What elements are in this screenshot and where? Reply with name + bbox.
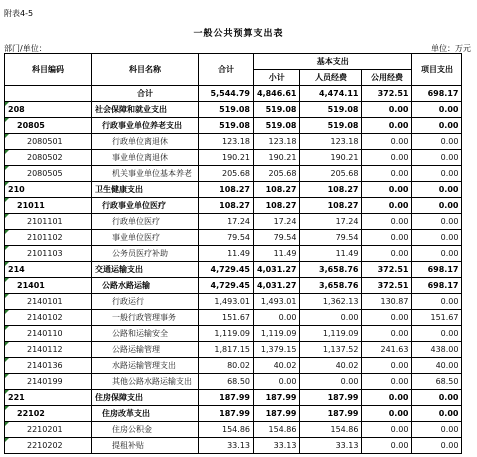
table-row [5,438,462,454]
cell-personnel: 3,658.76 [300,278,362,294]
cell-subtotal: 1,379.15 [254,342,300,358]
cell-total: 4,729.45 [199,278,254,294]
cell-subtotal: 190.21 [254,150,300,166]
cell-public: 0.00 [362,310,412,326]
cell-name: 行政运行 [92,294,199,310]
cell-personnel: 79.54 [300,230,362,246]
cell-code: 2101103 [5,246,92,262]
cell-project: 0.00 [412,134,462,150]
table-row [5,198,462,214]
cell-code: 20805 [5,118,92,134]
cell-subtotal: 1,119.09 [254,326,300,342]
cell-code: 2080502 [5,150,92,166]
cell-project: 0.00 [412,102,462,118]
cell-project: 698.17 [412,262,462,278]
cell-subtotal: 4,846.61 [254,86,300,102]
cell-project: 0.00 [412,198,462,214]
cell-personnel: 123.18 [300,134,362,150]
cell-project: 0.00 [412,118,462,134]
cell-subtotal: 108.27 [254,198,300,214]
cell-personnel: 190.21 [300,150,362,166]
cell-public: 241.63 [362,342,412,358]
cell-public: 372.51 [362,262,412,278]
col-header-subtotal: 小计 [254,70,300,86]
cell-project: 0.00 [412,214,462,230]
cell-total: 80.02 [199,358,254,374]
table-row [5,86,462,102]
cell-name: 事业单位离退休 [92,150,199,166]
cell-name: 社会保障和就业支出 [92,102,199,118]
table-row [5,166,462,182]
table-row [5,406,462,422]
cell-subtotal: 154.86 [254,422,300,438]
cell-personnel: 108.27 [300,198,362,214]
cell-name: 公路水路运输 [92,278,199,294]
cell-code: 21011 [5,198,92,214]
table-row [5,294,462,310]
cell-personnel: 205.68 [300,166,362,182]
cell-public: 0.00 [362,150,412,166]
cell-code: 2210202 [5,438,92,454]
cell-personnel: 3,658.76 [300,262,362,278]
cell-subtotal: 519.08 [254,102,300,118]
cell-name: 行政单位离退休 [92,134,199,150]
table-row [5,230,462,246]
expenditure-table [4,53,462,454]
cell-code: 221 [5,390,92,406]
cell-project: 0.00 [412,166,462,182]
cell-project: 0.00 [412,390,462,406]
cell-code: 21401 [5,278,92,294]
cell-public: 0.00 [362,118,412,134]
cell-total: 519.08 [199,118,254,134]
cell-code [5,86,92,102]
cell-subtotal: 108.27 [254,182,300,198]
cell-subtotal: 205.68 [254,166,300,182]
cell-subtotal: 4,031.27 [254,278,300,294]
cell-code: 2140101 [5,294,92,310]
cell-code: 2080505 [5,166,92,182]
cell-public: 0.00 [362,214,412,230]
cell-personnel: 11.49 [300,246,362,262]
cell-project: 0.00 [412,150,462,166]
cell-code: 2080501 [5,134,92,150]
cell-name: 住房公积金 [92,422,199,438]
cell-public: 0.00 [362,422,412,438]
cell-public: 0.00 [362,102,412,118]
cell-personnel: 1,137.52 [300,342,362,358]
cell-code: 22102 [5,406,92,422]
cell-subtotal: 17.24 [254,214,300,230]
cell-name: 合计 [92,86,199,102]
cell-code: 2140102 [5,310,92,326]
cell-name: 公路运输管理 [92,342,199,358]
table-row [5,310,462,326]
cell-public: 0.00 [362,134,412,150]
cell-total: 108.27 [199,182,254,198]
cell-project: 68.50 [412,374,462,390]
cell-name: 提租补贴 [92,438,199,454]
cell-project: 0.00 [412,326,462,342]
cell-code: 208 [5,102,92,118]
cell-name: 其他公路水路运输支出 [92,374,199,390]
cell-total: 4,729.45 [199,262,254,278]
table-row [5,182,462,198]
department-label: 部门/单位： [4,44,47,53]
cell-project: 698.17 [412,278,462,294]
cell-name: 交通运输支出 [92,262,199,278]
table-row [5,118,462,134]
cell-code: 2140112 [5,342,92,358]
cell-public: 0.00 [362,182,412,198]
cell-subtotal: 0.00 [254,310,300,326]
cell-public: 0.00 [362,390,412,406]
cell-code: 2140199 [5,374,92,390]
cell-project: 0.00 [412,182,462,198]
cell-project: 0.00 [412,246,462,262]
cell-total: 205.68 [199,166,254,182]
cell-public: 0.00 [362,326,412,342]
cell-code: 2140110 [5,326,92,342]
cell-name: 卫生健康支出 [92,182,199,198]
cell-public: 0.00 [362,358,412,374]
cell-personnel: 1,362.13 [300,294,362,310]
col-header-project: 项目支出 [412,54,462,86]
table-row [5,214,462,230]
cell-total: 11.49 [199,246,254,262]
cell-code: 214 [5,262,92,278]
cell-subtotal: 0.00 [254,374,300,390]
cell-public: 0.00 [362,246,412,262]
cell-subtotal: 4,031.27 [254,262,300,278]
cell-code: 2101102 [5,230,92,246]
cell-project: 0.00 [412,422,462,438]
cell-project: 0.00 [412,438,462,454]
cell-personnel: 33.13 [300,438,362,454]
cell-personnel: 1,119.09 [300,326,362,342]
cell-project: 0.00 [412,230,462,246]
cell-public: 130.87 [362,294,412,310]
cell-project: 0.00 [412,294,462,310]
cell-subtotal: 33.13 [254,438,300,454]
cell-total: 519.08 [199,102,254,118]
col-header-code: 科目编码 [5,54,92,86]
cell-subtotal: 1,493.01 [254,294,300,310]
cell-personnel: 17.24 [300,214,362,230]
cell-name: 机关事业单位基本养老 [92,166,199,182]
cell-personnel: 154.86 [300,422,362,438]
cell-personnel: 519.08 [300,118,362,134]
cell-total: 5,544.79 [199,86,254,102]
cell-project: 698.17 [412,86,462,102]
cell-personnel: 40.02 [300,358,362,374]
cell-personnel: 0.00 [300,310,362,326]
cell-name: 行政单位医疗 [92,214,199,230]
cell-code: 2140136 [5,358,92,374]
cell-total: 17.24 [199,214,254,230]
cell-public: 0.00 [362,230,412,246]
table-row [5,422,462,438]
cell-subtotal: 187.99 [254,390,300,406]
cell-public: 372.51 [362,86,412,102]
cell-code: 210 [5,182,92,198]
cell-subtotal: 79.54 [254,230,300,246]
cell-project: 40.00 [412,358,462,374]
table-row [5,262,462,278]
table-row [5,326,462,342]
cell-public: 0.00 [362,198,412,214]
cell-public: 0.00 [362,374,412,390]
cell-name: 公务员医疗补助 [92,246,199,262]
table-row [5,342,462,358]
cell-total: 68.50 [199,374,254,390]
col-header-personnel: 人员经费 [300,70,362,86]
cell-name: 水路运输管理支出 [92,358,199,374]
table-row [5,390,462,406]
cell-total: 151.67 [199,310,254,326]
cell-code: 2101101 [5,214,92,230]
cell-personnel: 0.00 [300,374,362,390]
cell-name: 行政事业单位养老支出 [92,118,199,134]
cell-total: 1,119.09 [199,326,254,342]
cell-name: 住房改革支出 [92,406,199,422]
table-row [5,134,462,150]
cell-subtotal: 123.18 [254,134,300,150]
cell-subtotal: 40.02 [254,358,300,374]
cell-personnel: 187.99 [300,406,362,422]
cell-public: 372.51 [362,278,412,294]
cell-personnel: 108.27 [300,182,362,198]
cell-public: 0.00 [362,166,412,182]
cell-personnel: 187.99 [300,390,362,406]
cell-personnel: 519.08 [300,102,362,118]
cell-project: 438.00 [412,342,462,358]
cell-name: 事业单位医疗 [92,230,199,246]
cell-subtotal: 519.08 [254,118,300,134]
col-header-total: 合计 [199,54,254,86]
table-body [5,86,462,454]
cell-total: 154.86 [199,422,254,438]
cell-name: 一般行政管理事务 [92,310,199,326]
table-title: 一般公共预算支出表 [193,29,284,39]
table-row [5,102,462,118]
cell-total: 123.18 [199,134,254,150]
unit-label: 单位：万元 [431,44,471,53]
table-row [5,358,462,374]
cell-name: 行政事业单位医疗 [92,198,199,214]
cell-project: 0.00 [412,406,462,422]
cell-total: 79.54 [199,230,254,246]
table-row [5,150,462,166]
cell-public: 0.00 [362,406,412,422]
cell-project: 151.67 [412,310,462,326]
cell-total: 33.13 [199,438,254,454]
col-header-basic: 基本支出 [254,54,412,70]
cell-total: 187.99 [199,390,254,406]
cell-total: 190.21 [199,150,254,166]
cell-total: 1,493.01 [199,294,254,310]
cell-total: 108.27 [199,198,254,214]
table-row [5,246,462,262]
cell-public: 0.00 [362,438,412,454]
cell-personnel: 4,474.11 [300,86,362,102]
cell-subtotal: 187.99 [254,406,300,422]
attachment-label: 附表4-5 [4,9,34,18]
header-row-top [5,54,462,70]
cell-subtotal: 11.49 [254,246,300,262]
table-row [5,374,462,390]
cell-total: 187.99 [199,406,254,422]
table-row [5,278,462,294]
cell-code: 2210201 [5,422,92,438]
col-header-public: 公用经费 [362,70,412,86]
col-header-name: 科目名称 [92,54,199,86]
cell-total: 1,817.15 [199,342,254,358]
cell-name: 公路和运输安全 [92,326,199,342]
cell-name: 住房保障支出 [92,390,199,406]
